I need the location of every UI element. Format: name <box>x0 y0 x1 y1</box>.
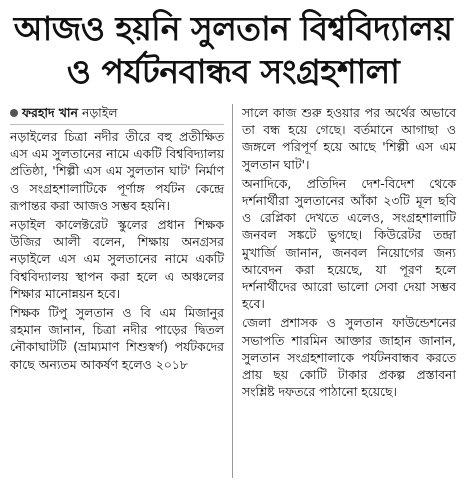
paragraph: অনাদিকে, প্রতিদিন দেশ-বিদেশ থেকে দর্শনার্থীরা সুলতানের আঁকা ২৩টি মূল ছবি ও রেপ্লিকা দেখতে এলেও, সংগ্রহশালাটি জনবল সঙ্কটে ভুগছে। কিউরেটর তন্দ্রা মুখার্জি জানান, জনবল নিয়োগের জন্য আবেদন করা হয়েছে, যা পূরণ হলে দর্শনার্থীদের আরো ভালো সেবা দেয়া সম্ভব হবে। <box>242 175 456 312</box>
paragraph: সালে কাজ শুরু হওয়ার পর অর্থের অভাবে তা বন্ধ হয়ে গেছে। বর্তমানে আগাছা ও জঙ্গলে পরিপূর্ণ হয়ে আছে 'শিল্পী এস এম সুলতান ঘাট'। <box>242 105 456 172</box>
headline-line-2: ও পর্যটনবান্ধব সংগ্রহশালা <box>66 52 400 91</box>
byline-divider <box>10 124 224 125</box>
left-column <box>10 104 233 478</box>
paragraph: জেলা প্রশাসক ও সুলতান ফাউন্ডেশনের সভাপতি শারমিন আক্তার জাহান জানান, সুলতান সংগ্রহশালাকে পর্যটনবান্ধব করতে প্রায় ছয় কোটি টাকার প্রকল্প প্রস্তাবনা সংশ্লিষ্ট দফতরে পাঠানো হয়েছে। <box>242 315 456 400</box>
article-columns <box>10 104 456 478</box>
headline-line-1: আজও হয়নি সুলতান বিশ্ববিদ্যালয় <box>13 9 453 48</box>
reporter-name: ফরহাদ খান <box>22 105 78 120</box>
right-column <box>233 104 456 478</box>
paragraph: শিক্ষক টিপু সুলতান ও বি এম মিজানুর রহমান জানান, চিত্রা নদীর পাড়ের দ্বিতল নৌকাঘাটটি (ভ্রাম্যমাণ শিশুস্বর্গ) পর্যটকদের কাছে অন্যতম আকর্ষণ হলেও ২০১৮ <box>10 305 224 372</box>
paragraph: নড়াইলের চিত্রা নদীর তীরে বহু প্রতীক্ষিত এস এম সুলতানের নামে একটি বিশ্ববিদ্যালয় প্রতিষ্ঠা, 'শিল্পী এস এম সুলতান ঘাট' নির্মাণ ও সংগ্রহশালাটিকে পূর্ণাঙ্গ পর্যটন কেন্দ্রে রূপান্তর করা আজও সম্ভব হয়নি। <box>10 129 224 213</box>
dateline-location: নড়াইল <box>81 105 118 120</box>
paragraph: নড়াইল কালেক্টরেট স্কুলের প্রধান শিক্ষক উজির আলী বলেন, শিক্ষায় অনগ্রসর নড়াইলে এস এম সুলতানের নামে একটি বিশ্ববিদ্যালয় স্থাপন করা হলে এ অঞ্চলের শিক্ষার মানোন্নয়ন হবে। <box>10 217 224 301</box>
bullet-icon <box>10 109 18 117</box>
byline <box>10 104 224 121</box>
headline <box>10 8 456 94</box>
